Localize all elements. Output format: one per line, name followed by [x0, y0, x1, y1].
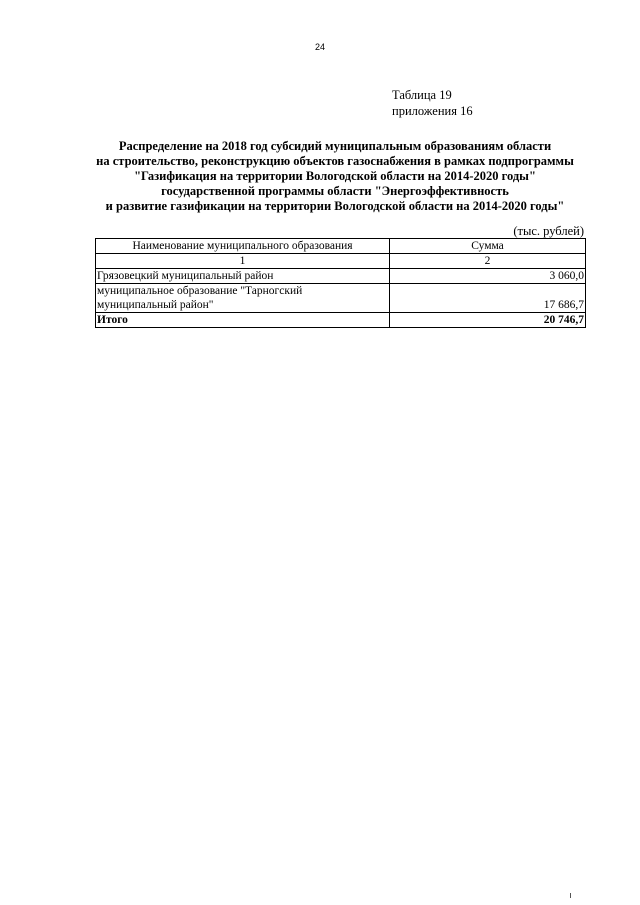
- row-name: [96, 284, 390, 313]
- row-value: 3 060,0: [390, 269, 586, 284]
- units-label: (тыс. рублей): [513, 224, 584, 238]
- table-row: [96, 269, 586, 284]
- table-header-row: [96, 239, 586, 254]
- page-number: 24: [314, 42, 325, 52]
- title-line: и развитие газификации на территории Вологодской области на 2014-2020 годы": [105, 199, 565, 213]
- distribution-table: [95, 238, 586, 328]
- scan-mark: [570, 893, 571, 898]
- title-line: "Газификация на территории Вологодской области на 2014-2020 годы": [134, 169, 536, 183]
- column-number: 2: [390, 254, 586, 269]
- table-row: [96, 284, 586, 313]
- row-name: [96, 269, 390, 284]
- document-title: [80, 139, 590, 214]
- table-reference-line2: приложения 16: [392, 104, 473, 118]
- total-label: Итого: [96, 313, 390, 328]
- row-name-text: муниципальное образование "Тарногский: [97, 285, 303, 297]
- column-number: 1: [96, 254, 390, 269]
- title-line: Распределение на 2018 год субсидий муниципальным образованиям области: [118, 139, 552, 153]
- table-column-numbers-row: [96, 254, 586, 269]
- row-value: 17 686,7: [390, 284, 586, 313]
- title-line: на строительство, реконструкцию объектов газоснабжения в рамках подпрограммы: [96, 154, 574, 168]
- header-name: Наименование муниципального образования: [96, 239, 390, 254]
- table-reference-line1: Таблица 19: [392, 88, 452, 102]
- header-sum: Сумма: [390, 239, 586, 254]
- total-value: 20 746,7: [390, 313, 586, 328]
- row-name-text-line2: муниципальный район": [97, 299, 214, 311]
- row-name-text: Грязовецкий муниципальный район: [97, 270, 274, 282]
- table-reference: [392, 87, 473, 119]
- table-total-row: [96, 313, 586, 328]
- title-line: государственной программы области "Энергоэффективность: [161, 184, 509, 198]
